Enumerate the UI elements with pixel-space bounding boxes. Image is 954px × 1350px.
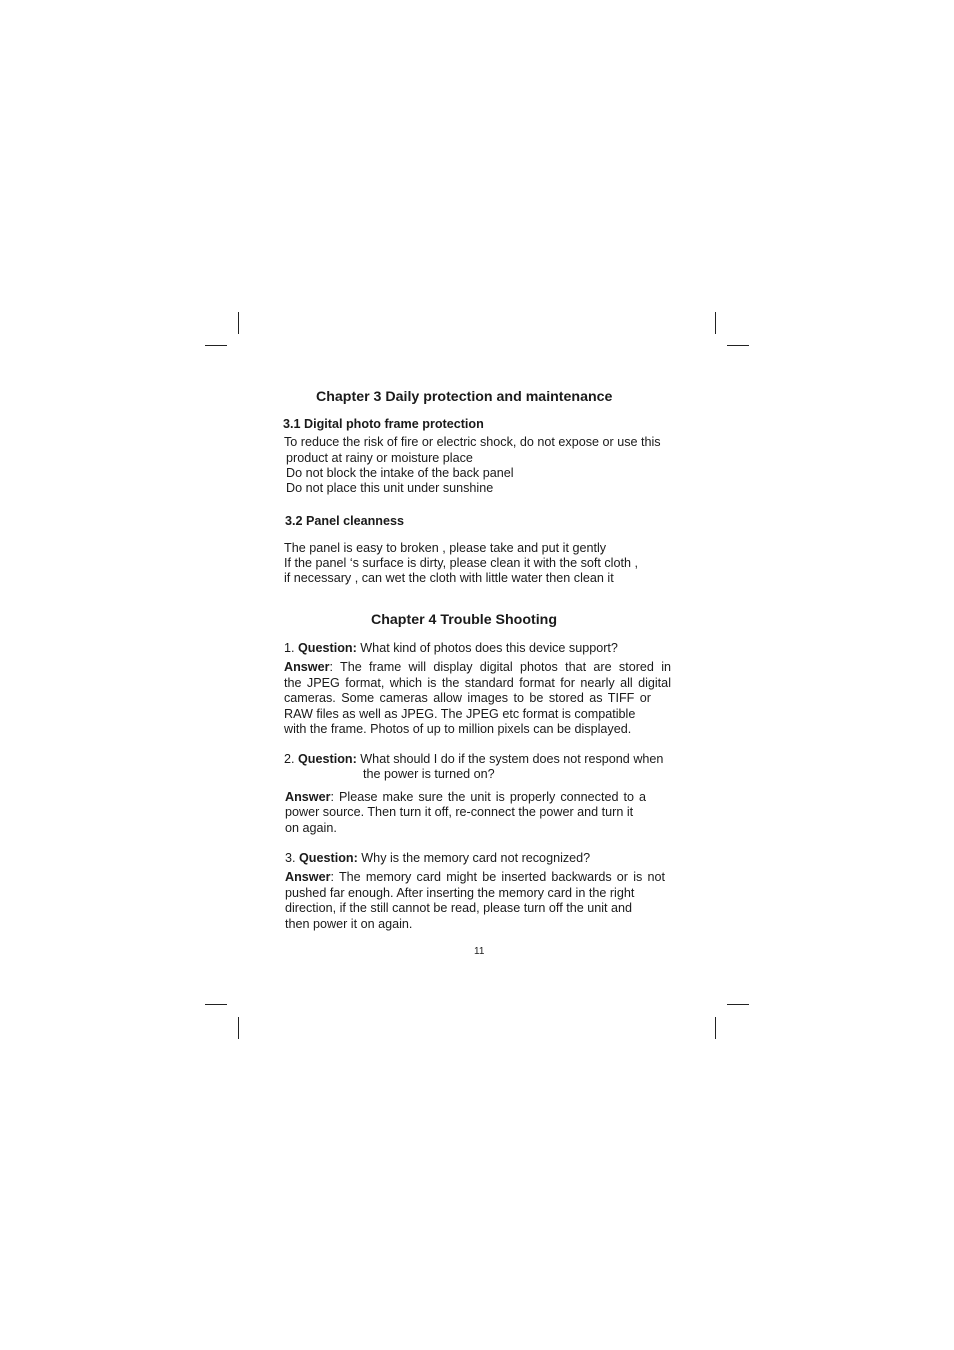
question-text: What should I do if the system does not respond when bbox=[360, 752, 664, 766]
question-number: 3. bbox=[285, 851, 296, 865]
crop-mark-bottom-left-vertical bbox=[238, 1017, 239, 1039]
answer-3-line: then power it on again. bbox=[285, 917, 413, 931]
chapter-4-title: Chapter 4 Trouble Shooting bbox=[371, 612, 558, 628]
chapter-3-title: Chapter 3 Daily protection and maintenance bbox=[316, 389, 613, 405]
crop-mark-bottom-right-horizontal bbox=[727, 1004, 749, 1005]
answer-1-line: cameras. Some cameras allow images to be stored as TIFF or bbox=[284, 691, 651, 705]
answer-label: Answer bbox=[285, 790, 331, 804]
crop-mark-bottom-right-vertical bbox=[715, 1017, 716, 1039]
page-number: 11 bbox=[474, 946, 485, 957]
section-3-1-heading: 3.1 Digital photo frame protection bbox=[283, 417, 484, 431]
answer-3-line: pushed far enough. After inserting the memory card in the right bbox=[285, 886, 635, 900]
answer-1-line: the JPEG format, which is the standard format for nearly all digital bbox=[284, 676, 671, 690]
answer-text: : The memory card might be inserted backwards or is not bbox=[330, 870, 665, 884]
section-3-1-line: product at rainy or moisture place bbox=[286, 451, 473, 465]
question-3 bbox=[285, 851, 590, 866]
answer-text: : Please make sure the unit is properly connected to a bbox=[330, 790, 646, 804]
question-text: What kind of photos does this device support? bbox=[360, 641, 618, 655]
question-2-continuation: the power is turned on? bbox=[363, 767, 495, 781]
crop-mark-top-right-horizontal bbox=[727, 345, 749, 346]
section-3-1-line: Do not block the intake of the back panel bbox=[286, 466, 514, 480]
answer-3-line bbox=[285, 870, 665, 885]
answer-2-line: on again. bbox=[285, 821, 337, 835]
answer-1-line: with the frame. Photos of up to million pixels can be displayed. bbox=[284, 722, 632, 736]
question-label: Question: bbox=[299, 851, 358, 865]
section-3-1-line: To reduce the risk of fire or electric shock, do not expose or use this bbox=[284, 435, 661, 449]
question-1 bbox=[284, 641, 618, 656]
answer-label: Answer bbox=[285, 870, 331, 884]
section-3-2-line: If the panel ‘s surface is dirty, please clean it with the soft cloth , bbox=[284, 556, 638, 570]
question-label: Question: bbox=[298, 641, 357, 655]
answer-2-line bbox=[285, 790, 646, 805]
section-3-2-heading: 3.2 Panel cleanness bbox=[285, 514, 405, 528]
crop-mark-top-left-horizontal bbox=[205, 345, 227, 346]
question-label: Question: bbox=[298, 752, 357, 766]
crop-mark-bottom-left-horizontal bbox=[205, 1004, 227, 1005]
answer-label: Answer bbox=[284, 660, 330, 674]
question-text: Why is the memory card not recognized? bbox=[361, 851, 591, 865]
section-3-1-line: Do not place this unit under sunshine bbox=[286, 481, 494, 495]
answer-3-line: direction, if the still cannot be read, please turn off the unit and bbox=[285, 901, 633, 915]
answer-1-line bbox=[284, 660, 671, 675]
section-3-2-line: The panel is easy to broken , please take and put it gently bbox=[284, 541, 607, 555]
crop-mark-top-left-vertical bbox=[238, 312, 239, 334]
question-2 bbox=[284, 752, 663, 767]
answer-2-line: power source. Then turn it off, re-connect the power and turn it bbox=[285, 805, 634, 819]
answer-text: : The frame will display digital photos that are stored in bbox=[329, 660, 671, 674]
answer-1-line: RAW files as well as JPEG. The JPEG etc format is compatible bbox=[284, 707, 636, 721]
crop-mark-top-right-vertical bbox=[715, 312, 716, 334]
question-number: 1. bbox=[284, 641, 295, 655]
section-3-2-line: if necessary , can wet the cloth with little water then clean it bbox=[284, 571, 614, 585]
question-number: 2. bbox=[284, 752, 295, 766]
